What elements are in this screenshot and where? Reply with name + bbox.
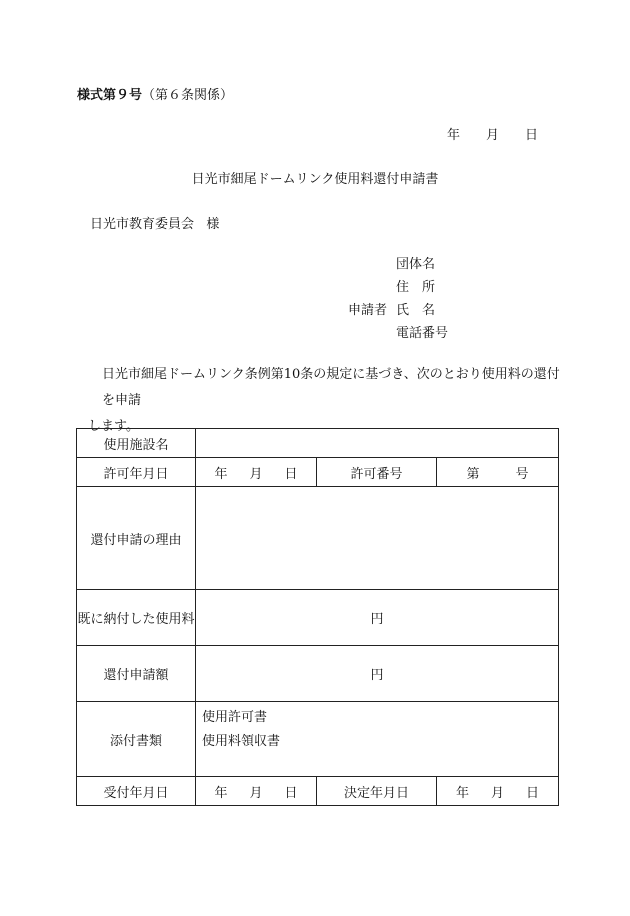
permit-date-year: 年 xyxy=(214,466,228,482)
applicant-address-label: 住 所 xyxy=(396,280,436,295)
permit-date-day: 日 xyxy=(284,466,298,482)
reason-label: 還付申請の理由 xyxy=(77,487,196,590)
permit-date-input[interactable] xyxy=(196,458,317,487)
paid-fee-label: 既に納付した使用料 xyxy=(77,590,196,646)
attachment-item: 使用料領収書 xyxy=(202,734,281,749)
refund-amount-input[interactable] xyxy=(196,646,559,702)
decision-date-day: 日 xyxy=(526,785,540,801)
permit-number-label: 許可番号 xyxy=(317,458,437,487)
attachments-list xyxy=(196,702,559,777)
refund-amount-label: 還付申請額 xyxy=(77,646,196,702)
attachments-label: 添付書類 xyxy=(77,702,196,777)
row-facility xyxy=(77,429,559,458)
applicant-lead: 申請者 xyxy=(348,303,388,318)
received-date-input[interactable] xyxy=(196,777,317,806)
application-date xyxy=(447,124,538,143)
paid-fee-input[interactable] xyxy=(196,590,559,646)
permit-number-prefix: 第 xyxy=(466,466,480,482)
row-paid xyxy=(77,590,559,646)
paid-fee-yen: 円 xyxy=(370,612,384,627)
row-attachments xyxy=(77,702,559,777)
addressee xyxy=(90,213,219,232)
form-number-ref: （第６条関係） xyxy=(142,88,234,103)
applicant-block xyxy=(348,253,448,345)
received-date-day: 日 xyxy=(284,785,298,801)
applicant-org-label: 団体名 xyxy=(396,257,436,272)
received-date-year: 年 xyxy=(214,785,228,801)
statement-line-2: します。 xyxy=(88,419,139,434)
permit-date-month: 月 xyxy=(249,466,263,482)
permit-number-suffix: 号 xyxy=(515,466,529,482)
date-month: 月 xyxy=(485,128,499,143)
date-year: 年 xyxy=(446,128,460,143)
permit-date-label: 許可年月日 xyxy=(77,458,196,487)
received-date-month: 月 xyxy=(249,785,263,801)
form-number-bold: 様式第９号 xyxy=(77,88,143,103)
row-refund xyxy=(77,646,559,702)
refund-amount-yen: 円 xyxy=(370,668,384,683)
form-number xyxy=(77,84,233,103)
attachment-item: 使用許可書 xyxy=(202,710,268,725)
reason-input[interactable] xyxy=(196,487,559,590)
decision-date-input[interactable] xyxy=(437,777,559,806)
row-permit xyxy=(77,458,559,487)
date-day: 日 xyxy=(524,128,538,143)
applicant-phone-label: 電話番号 xyxy=(396,326,449,341)
addressee-honorific: 様 xyxy=(206,217,220,232)
statement-line-1: 日光市細尾ドームリンク条例第10条の規定に基づき、次のとおり使用料の還付を申請 xyxy=(102,367,560,408)
applicant-name-label: 氏 名 xyxy=(396,303,436,318)
decision-date-year: 年 xyxy=(455,785,469,801)
decision-date-label: 決定年月日 xyxy=(317,777,437,806)
addressee-name: 日光市教育委員会 xyxy=(90,217,195,232)
row-received xyxy=(77,777,559,806)
document-title: 日光市細尾ドームリンク使用料還付申請書 xyxy=(191,172,439,187)
facility-input[interactable] xyxy=(196,429,559,458)
decision-date-month: 月 xyxy=(491,785,505,801)
permit-number-input[interactable] xyxy=(437,458,559,487)
refund-form-table xyxy=(76,428,559,806)
row-reason xyxy=(77,487,559,590)
received-date-label: 受付年月日 xyxy=(77,777,196,806)
facility-label: 使用施設名 xyxy=(77,429,196,458)
